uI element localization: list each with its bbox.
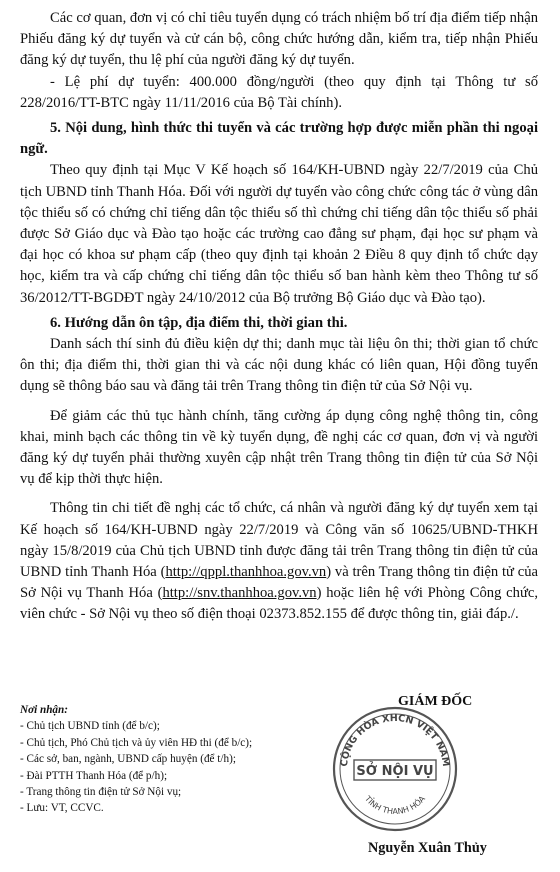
recipient-item: - Trang thông tin điện tử Sở Nội vụ; [20, 786, 182, 799]
section6-heading: 6. Hướng dẫn ôn tập, địa điểm thi, thời gian thi. [50, 314, 348, 331]
section5-body: Theo quy định tại Mục V Kế hoạch số 164/KH-UBND ngày 22/7/2019 của Chủ tịch UBND tỉnh Thanh Hóa. Đối với người dự tuyển vào công chức công tác ở vùng dân tộc thiểu số có chứng chỉ tiếng dân tộc thiểu số thì chứng chỉ tiếng dân tộc thiểu số phải được Sở Giáo dục và Đào tạo hoặc các trường cao đẳng sư phạm, đại học sư phạm và đại học có khoa sư phạm cấp (theo quy định tại khoản 2 Điều 8 quy định tổ chức dạy học, kiểm tra và cấp chứng chỉ tiếng dân tộc thiểu số ban hành kèm theo Thông tư số 36/2012/TT-BGDĐT ngày 24/10/2012 của Bộ trưởng Bộ Giáo dục và Đào tạo). [20, 162, 538, 306]
details-text-2: ) và trên Trang thông tin điện tử của Sở Nội vụ Thanh Hóa ( [20, 564, 538, 602]
recipient-item: - Các sở, ban, ngành, UBND cấp huyện (để t/h); [20, 753, 236, 766]
recipient-item: - Đài PTTH Thanh Hóa (để p/h); [20, 769, 168, 782]
section5-heading: 5. Nội dung, hình thức thi tuyển và các trường hợp được miễn phần thi ngoại ngữ. [20, 120, 538, 158]
details-text-3: ) hoặc liên hệ với Phòng Công chức, viên chức - Sở Nội vụ theo số điện thoại 02373.852.155 để được thông tin, giải đáp./. [20, 585, 538, 623]
seal-bottom-text: TỈNH THANH HÓA [363, 794, 427, 817]
section6-body: Danh sách thí sinh đủ điều kiện dự thi; danh mục tài liệu ôn thi; thời gian tổ chức ôn thi; địa điểm thi, thời gian thi và các nội dung khác có liên quan, Hội đồng tuyển dụng sẽ thông báo sau và đăng tải trên Trang thông tin điện tử của Sở Nội vụ. [20, 336, 538, 395]
seal-center-text: SỞ NỘI VỤ [356, 764, 434, 779]
seal-ring-text: CỘNG HÒA XHCN VIỆT NAM [338, 712, 452, 768]
signature-title: GIÁM ĐỐC [398, 694, 473, 709]
fee-paragraph: - Lệ phí dự tuyển: 400.000 đồng/người (theo quy định tại Thông tư số 228/2016/TT-BTC ngày 11/11/2016 của Bộ Tài chính). [20, 73, 538, 111]
qppl-link[interactable]: http://qppl.thanhhoa.gov.vn [165, 564, 327, 581]
recipients-list [20, 702, 252, 817]
snv-link[interactable]: http://snv.thanhhoa.gov.vn [162, 585, 317, 602]
details-text-1: Thông tin chi tiết đề nghị các tổ chức, cá nhân và người đăng ký dự tuyển xem tại Kế hoạch số 164/KH-UBND ngày 22/7/2019 và Công văn số 10625/UBND-THKH ngày 15/8/2019 của Chủ tịch UBND tỉnh được đăng tải trên Trang thông tin điện tử của UBND tỉnh Thanh Hóa ( [20, 500, 538, 581]
recipient-item: - Chủ tịch, Phó Chủ tịch và ủy viên HĐ thi (để b/c); [20, 736, 253, 749]
official-seal [330, 704, 460, 834]
recipients-title: Nơi nhận: [20, 704, 68, 716]
details-paragraph [20, 498, 538, 625]
document-body [20, 8, 538, 626]
intro-paragraph: Các cơ quan, đơn vị có chỉ tiêu tuyển dụng có trách nhiệm bố trí địa điểm tiếp nhận Phiếu đăng ký dự tuyển và cử cán bộ, công chức hướng dẫn, kiểm tra, tiếp nhận Phiếu đăng ký dự tuyển, thu lệ phí của người đăng ký dự tuyển. [20, 10, 538, 69]
footer-block [0, 694, 560, 872]
signer-name: Nguyễn Xuân Thủy [368, 840, 487, 856]
recipient-item: - Chủ tịch UBND tỉnh (để b/c); [20, 720, 160, 733]
reform-paragraph: Để giảm các thủ tục hành chính, tăng cường áp dụng công nghệ thông tin, công khai, minh bạch các thông tin về kỳ tuyển dụng, đề nghị các cơ quan, đơn vị và người đăng ký dự tuyển phải thường xuyên cập nhật trên Trang thông tin điện tử của Sở Nội vụ để kịp thời thực hiện. [20, 407, 538, 488]
recipient-item: - Lưu: VT, CCVC. [20, 802, 104, 815]
